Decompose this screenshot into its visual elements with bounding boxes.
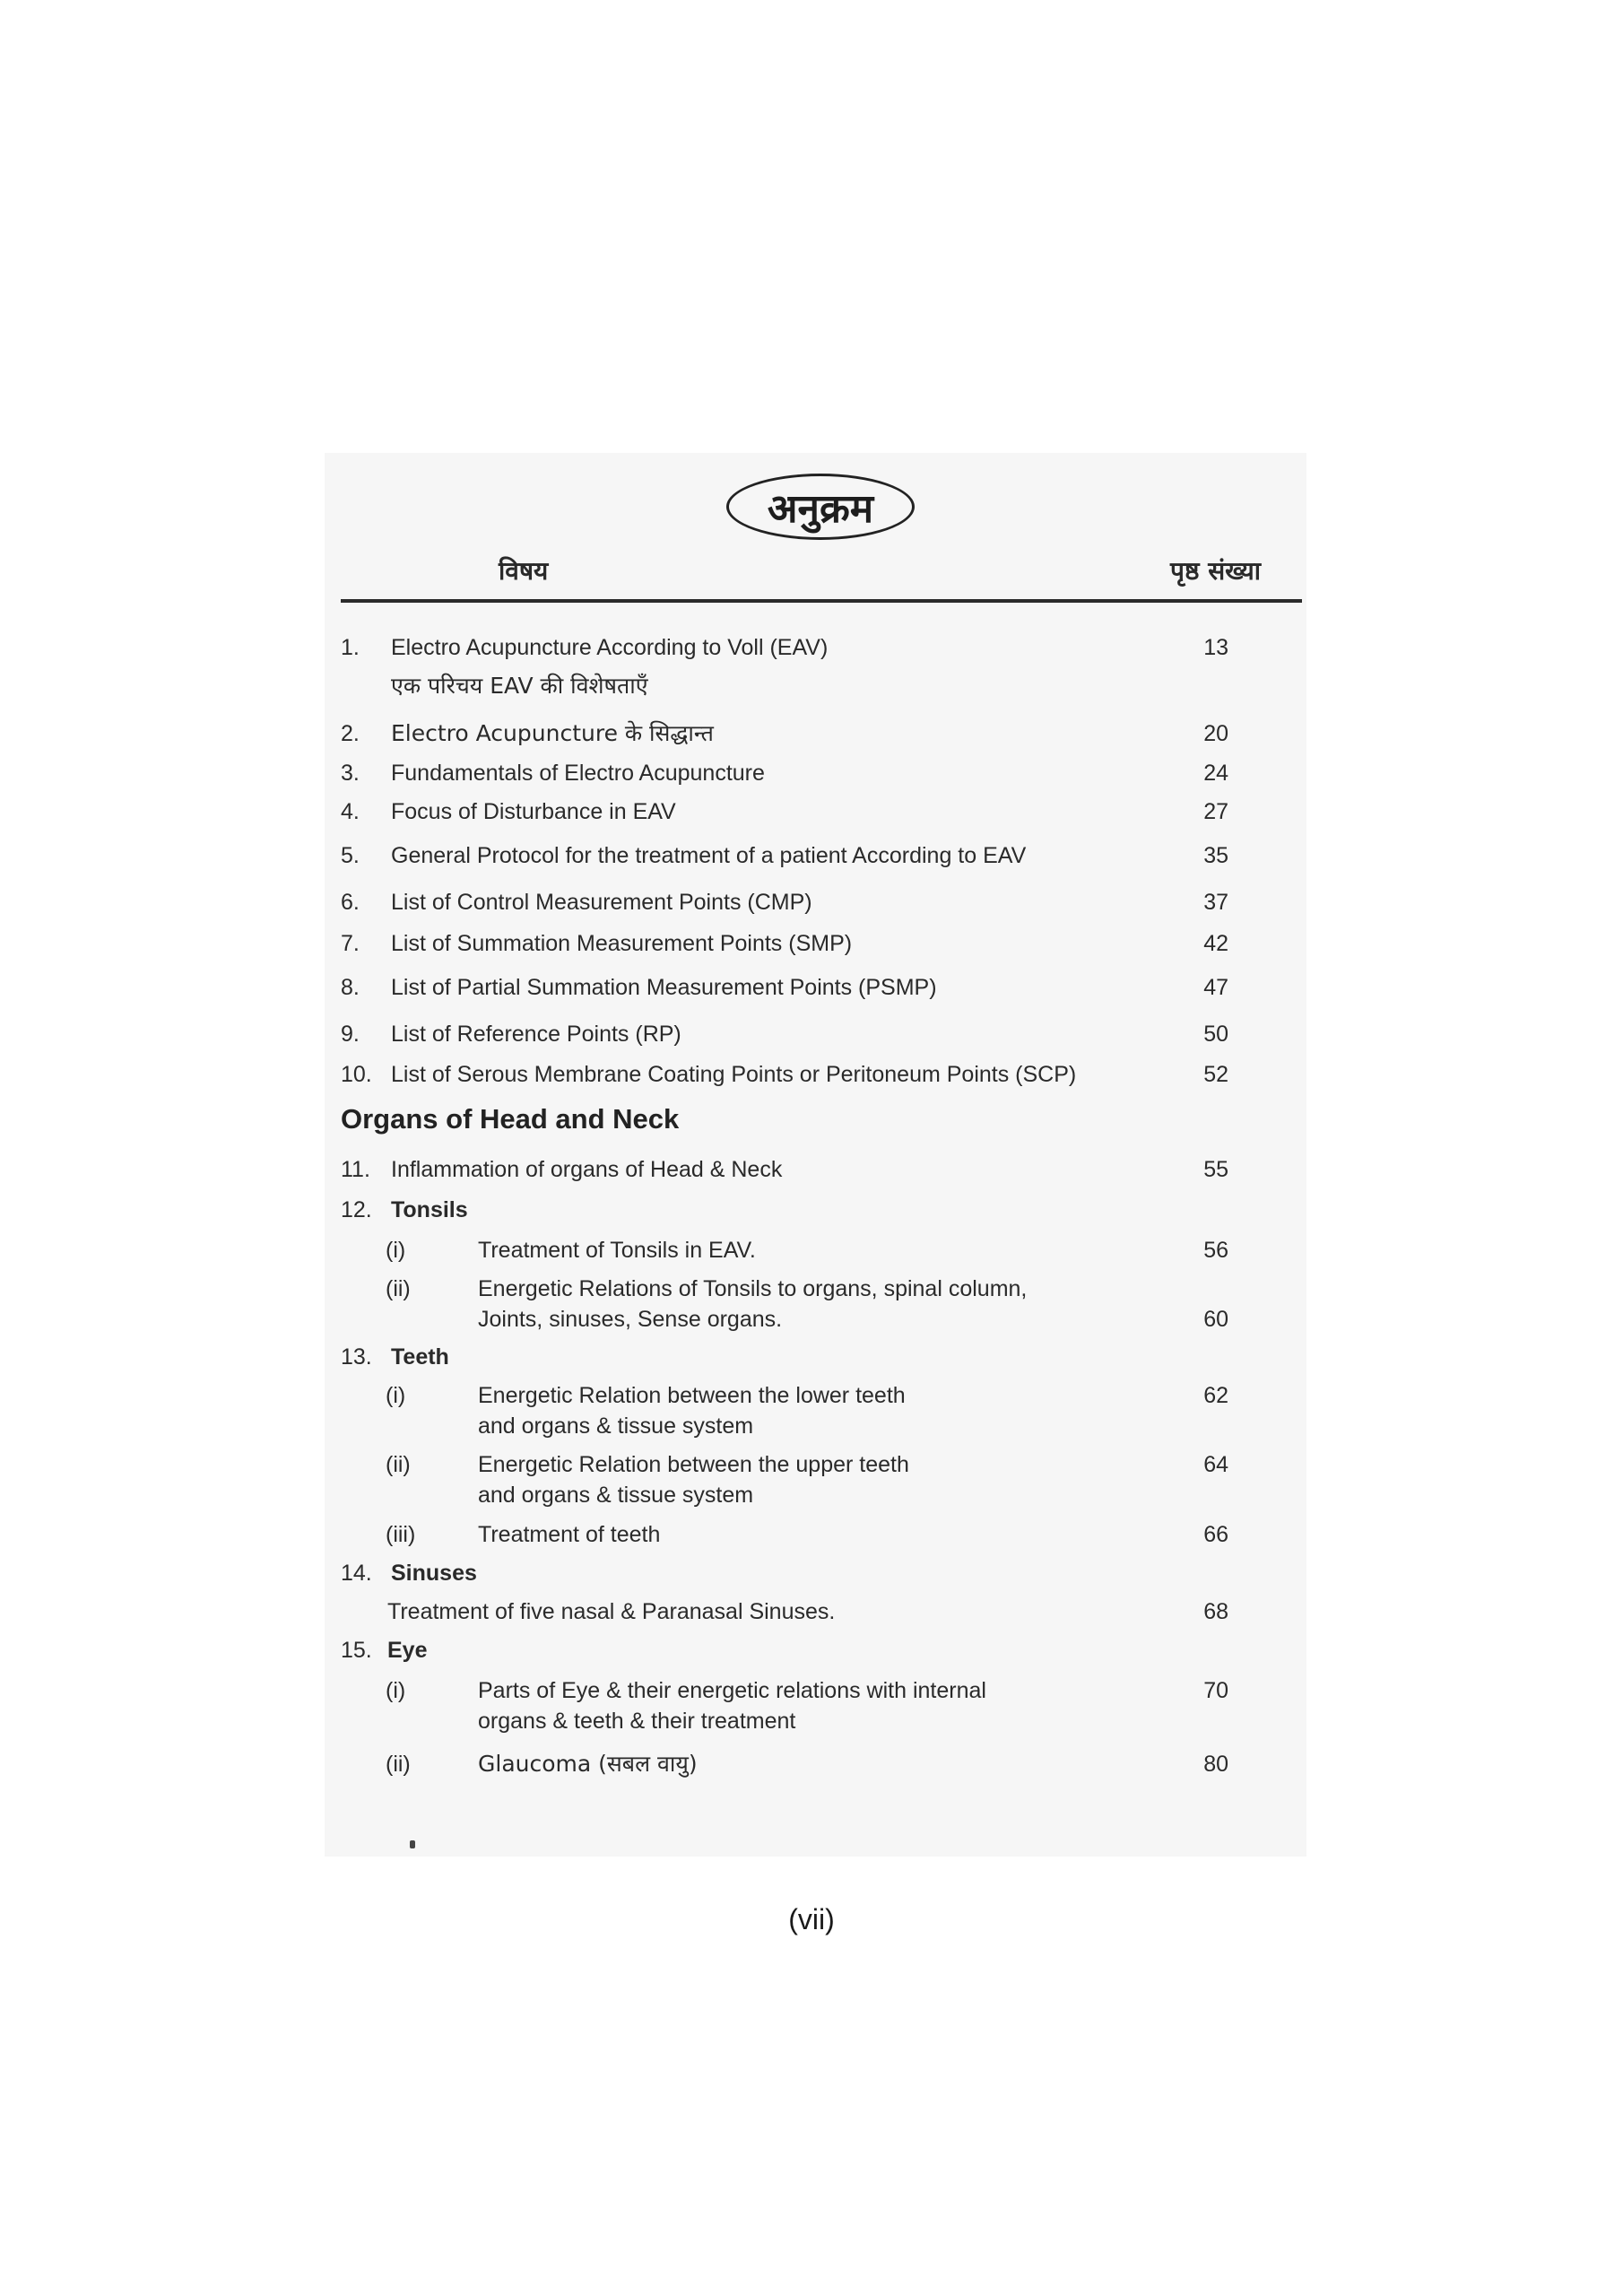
column-header-subject: विषय [499, 556, 549, 586]
page-title: अनुक्रम [767, 486, 874, 532]
column-header-page: पृष्ठ संख्या [1170, 556, 1261, 586]
section-heading: Organs of Head and Neck [341, 1103, 680, 1135]
page-number: (vii) [788, 1903, 835, 1935]
header-rule [341, 599, 1302, 603]
scan-speck [410, 1840, 415, 1848]
